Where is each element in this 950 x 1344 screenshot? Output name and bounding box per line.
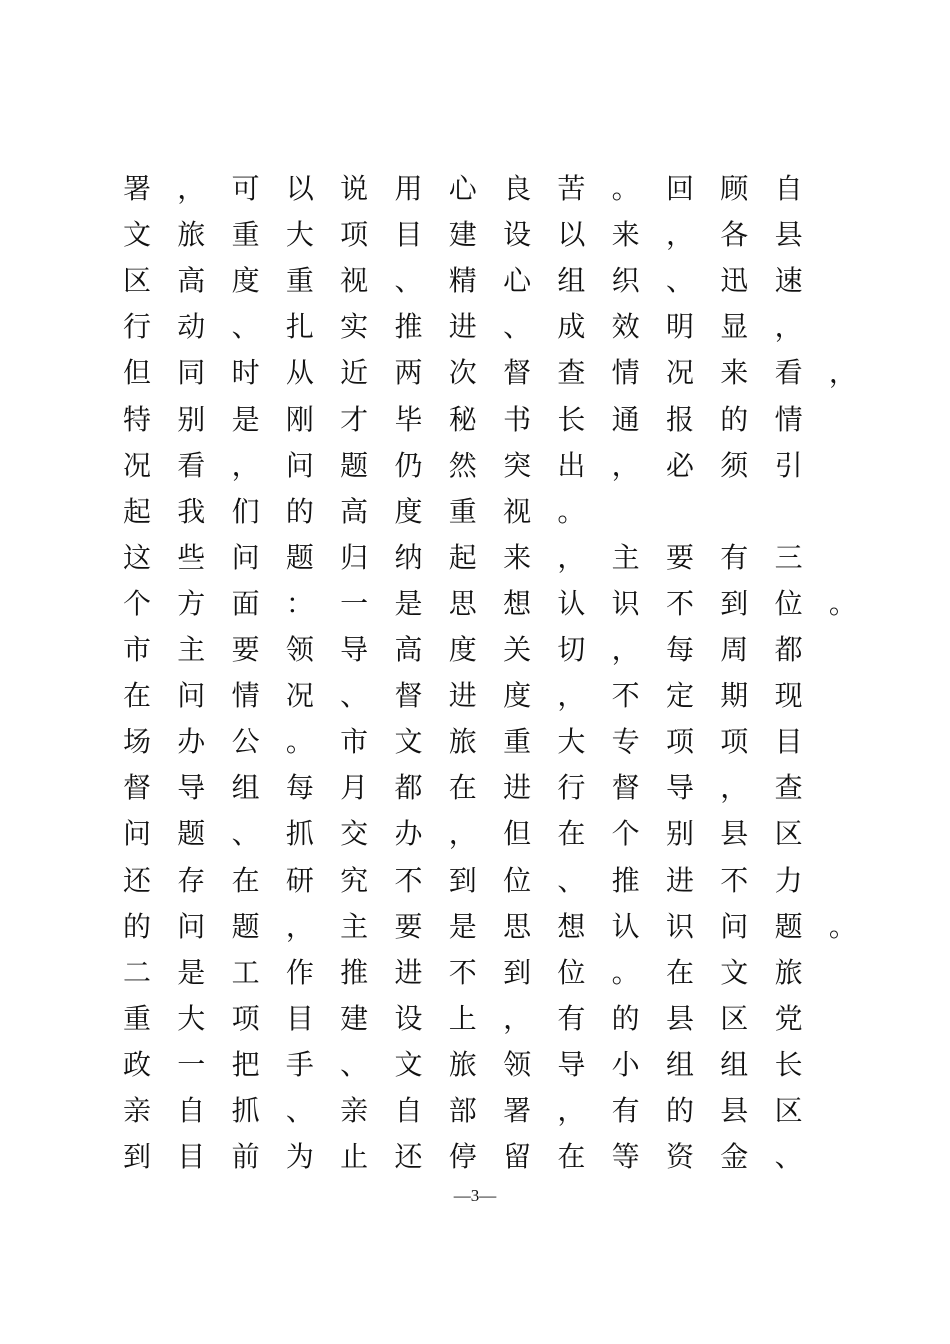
text-line: 区 高 度 重 视 、 精 心 组 织 、 迅 速 xyxy=(122,264,803,298)
text-line: 但 同 时 从 近 两 次 督 查 情 况 来 看 ， xyxy=(122,356,857,390)
page-number: —3— xyxy=(453,1186,497,1205)
text-line: 起 我 们 的 高 度 重 视 。 xyxy=(122,494,586,528)
text-line: 市 主 要 领 导 高 度 关 切 ， 每 周 都 xyxy=(122,633,803,666)
text-line: 这 些 问 题 归 纳 起 来 ， 主 要 有 三 xyxy=(122,540,803,574)
text-line: 还 存 在 研 究 不 到 位 、 推 进 不 力 xyxy=(122,863,803,897)
text-line: 文 旅 重 大 项 目 建 设 以 来 ， 各 县 xyxy=(122,218,803,252)
text-line: 督 导 组 每 月 都 在 进 行 督 导 ， 查 xyxy=(122,771,803,805)
text-line: 行 动 、 扎 实 推 进 、 成 效 明 显 ， xyxy=(122,310,803,344)
text-line: 的 问 题 ， 主 要 是 思 想 认 识 问 题 。 xyxy=(122,909,857,943)
text-line: 况 看 ， 问 题 仍 然 突 出 ， 必 须 引 xyxy=(122,448,803,482)
text-line: 二 是 工 作 推 进 不 到 位 。 在 文 旅 xyxy=(122,955,803,989)
text-line: 政 一 把 手 、 文 旅 领 导 小 组 组 长 xyxy=(122,1047,803,1081)
text-line: 场 办 公 。 市 文 旅 重 大 专 项 项 目 xyxy=(122,725,803,759)
text-line: 到 目 前 为 止 还 停 留 在 等 资 金 、 xyxy=(122,1140,803,1174)
text-line: 特 别 是 刚 才 毕 秘 书 长 通 报 的 情 xyxy=(122,402,803,436)
text-line: 署 ， 可 以 说 用 心 良 苦 。 回 顾 自 xyxy=(122,172,803,205)
text-line: 重 大 项 目 建 设 上 ， 有 的 县 区 党 xyxy=(122,1001,803,1035)
text-line: 亲 自 抓 、 亲 自 部 署 ， 有 的 县 区 xyxy=(122,1094,803,1127)
text-line: 问 题 、 抓 交 办 ， 但 在 个 别 县 区 xyxy=(122,817,803,851)
text-line: 个 方 面 ： 一 是 思 想 认 识 不 到 位 。 xyxy=(122,586,857,620)
text-line: 在 问 情 况 、 督 进 度 ， 不 定 期 现 xyxy=(122,679,803,713)
